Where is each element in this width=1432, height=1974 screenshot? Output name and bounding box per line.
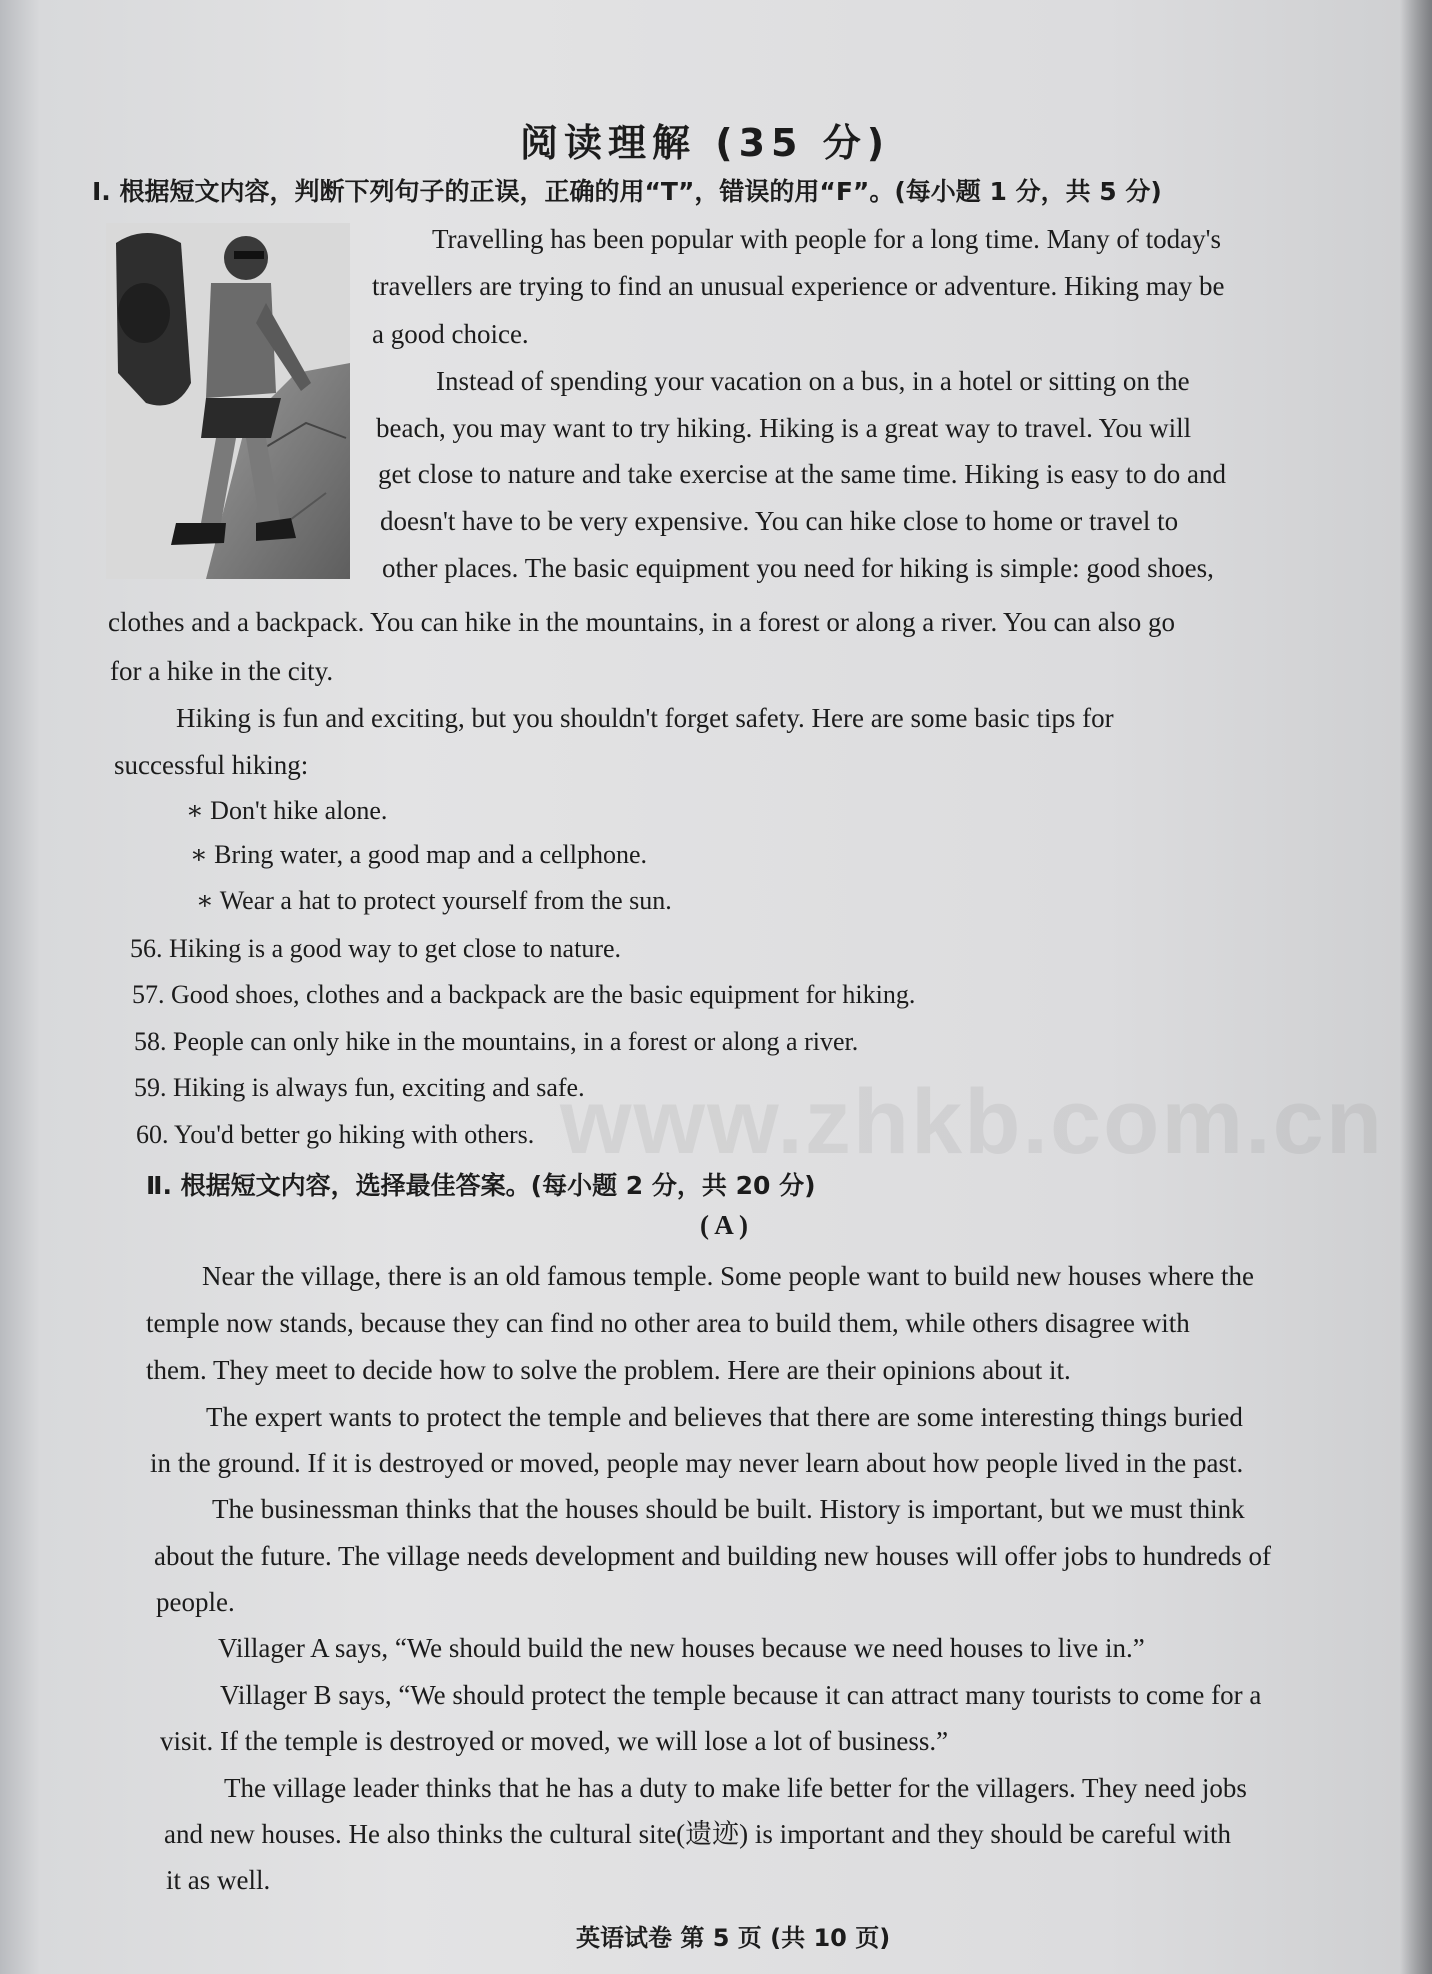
passage-line: Villager A says, “We should build the new houses because we need houses to live in.” [218, 1633, 1145, 1663]
passage-line: Instead of spending your vacation on a bus, in a hotel or sitting on the [436, 366, 1190, 396]
section-title: 阅读理解 (35 分) [520, 121, 891, 165]
passage-line: visit. If the temple is destroyed or moved, we will lose a lot of business.” [160, 1726, 949, 1756]
hiker-photo [106, 223, 350, 579]
passage-line: it as well. [166, 1865, 271, 1895]
passage-line: for a hike in the city. [110, 656, 334, 686]
passage-line: The village leader thinks that he has a duty to make life better for the villagers. They need jobs [224, 1773, 1247, 1803]
question-item: 57. Good shoes, clothes and a backpack are the basic equipment for hiking. [132, 980, 916, 1009]
question-item: 60. You'd better go hiking with others. [136, 1120, 535, 1149]
passage-line: about the future. The village needs development and building new houses will offer jobs to hundreds of [154, 1541, 1272, 1571]
passage-line: beach, you may want to try hiking. Hiking is a great way to travel. You will [376, 413, 1192, 443]
passage-label: ( A ) [700, 1210, 749, 1240]
passage-line: doesn't have to be very expensive. You can hike close to home or travel to [380, 506, 1179, 536]
watermark: www.zhkb.com.cn [560, 1071, 1385, 1173]
passage-line: Near the village, there is an old famous temple. Some people want to build new houses where the [202, 1261, 1254, 1291]
part1-instruction: Ⅰ. 根据短文内容，判断下列句子的正误，正确的用“T”，错误的用“F”。(每小题 1 分，共 5 分) [92, 177, 1162, 206]
question-item: 58. People can only hike in the mountains, in a forest or along a river. [134, 1027, 859, 1056]
passage-line: travellers are trying to find an unusual experience or adventure. Hiking may be [372, 271, 1225, 301]
passage-line: them. They meet to decide how to solve the problem. Here are their opinions about it. [146, 1355, 1071, 1385]
passage-line: and new houses. He also thinks the cultural site(遗迹) is important and they should be careful with [164, 1819, 1232, 1849]
passage-line: Villager B says, “We should protect the temple because it can attract many tourists to come for a [220, 1680, 1262, 1710]
passage-line: temple now stands, because they can find no other area to build them, while others disagree with [146, 1308, 1190, 1338]
passage-line: other places. The basic equipment you need for hiking is simple: good shoes, [382, 553, 1214, 583]
passage-line: The expert wants to protect the temple and believes that there are some interesting things buried [206, 1402, 1243, 1432]
tip-item: ∗ Bring water, a good map and a cellphone. [190, 840, 648, 869]
passage-line: clothes and a backpack. You can hike in the mountains, in a forest or along a river. You can also go [108, 607, 1176, 637]
passage-line: get close to nature and take exercise at the same time. Hiking is easy to do and [378, 459, 1226, 489]
part2-instruction: Ⅱ. 根据短文内容，选择最佳答案。(每小题 2 分，共 20 分) [146, 1171, 816, 1200]
tip-item: ∗ Wear a hat to protect yourself from the sun. [196, 886, 672, 915]
passage-line: successful hiking: [114, 750, 309, 780]
passage-line: Travelling has been popular with people for a long time. Many of today's [432, 224, 1221, 254]
question-item: 56. Hiking is a good way to get close to nature. [130, 934, 622, 963]
page-edge-shadow [1400, 0, 1432, 1974]
question-item: 59. Hiking is always fun, exciting and safe. [134, 1073, 585, 1102]
passage-line: a good choice. [372, 319, 529, 349]
passage-line: Hiking is fun and exciting, but you shouldn't forget safety. Here are some basic tips for [176, 703, 1114, 733]
tip-item: ∗ Don't hike alone. [186, 796, 388, 825]
passage-line: in the ground. If it is destroyed or moved, people may never learn about how people lived in the past. [150, 1448, 1244, 1478]
page-footer: 英语试卷 第 5 页 (共 10 页) [576, 1924, 891, 1952]
passage-line: people. [156, 1587, 235, 1617]
passage-line: The businessman thinks that the houses should be built. History is important, but we must think [212, 1494, 1245, 1524]
